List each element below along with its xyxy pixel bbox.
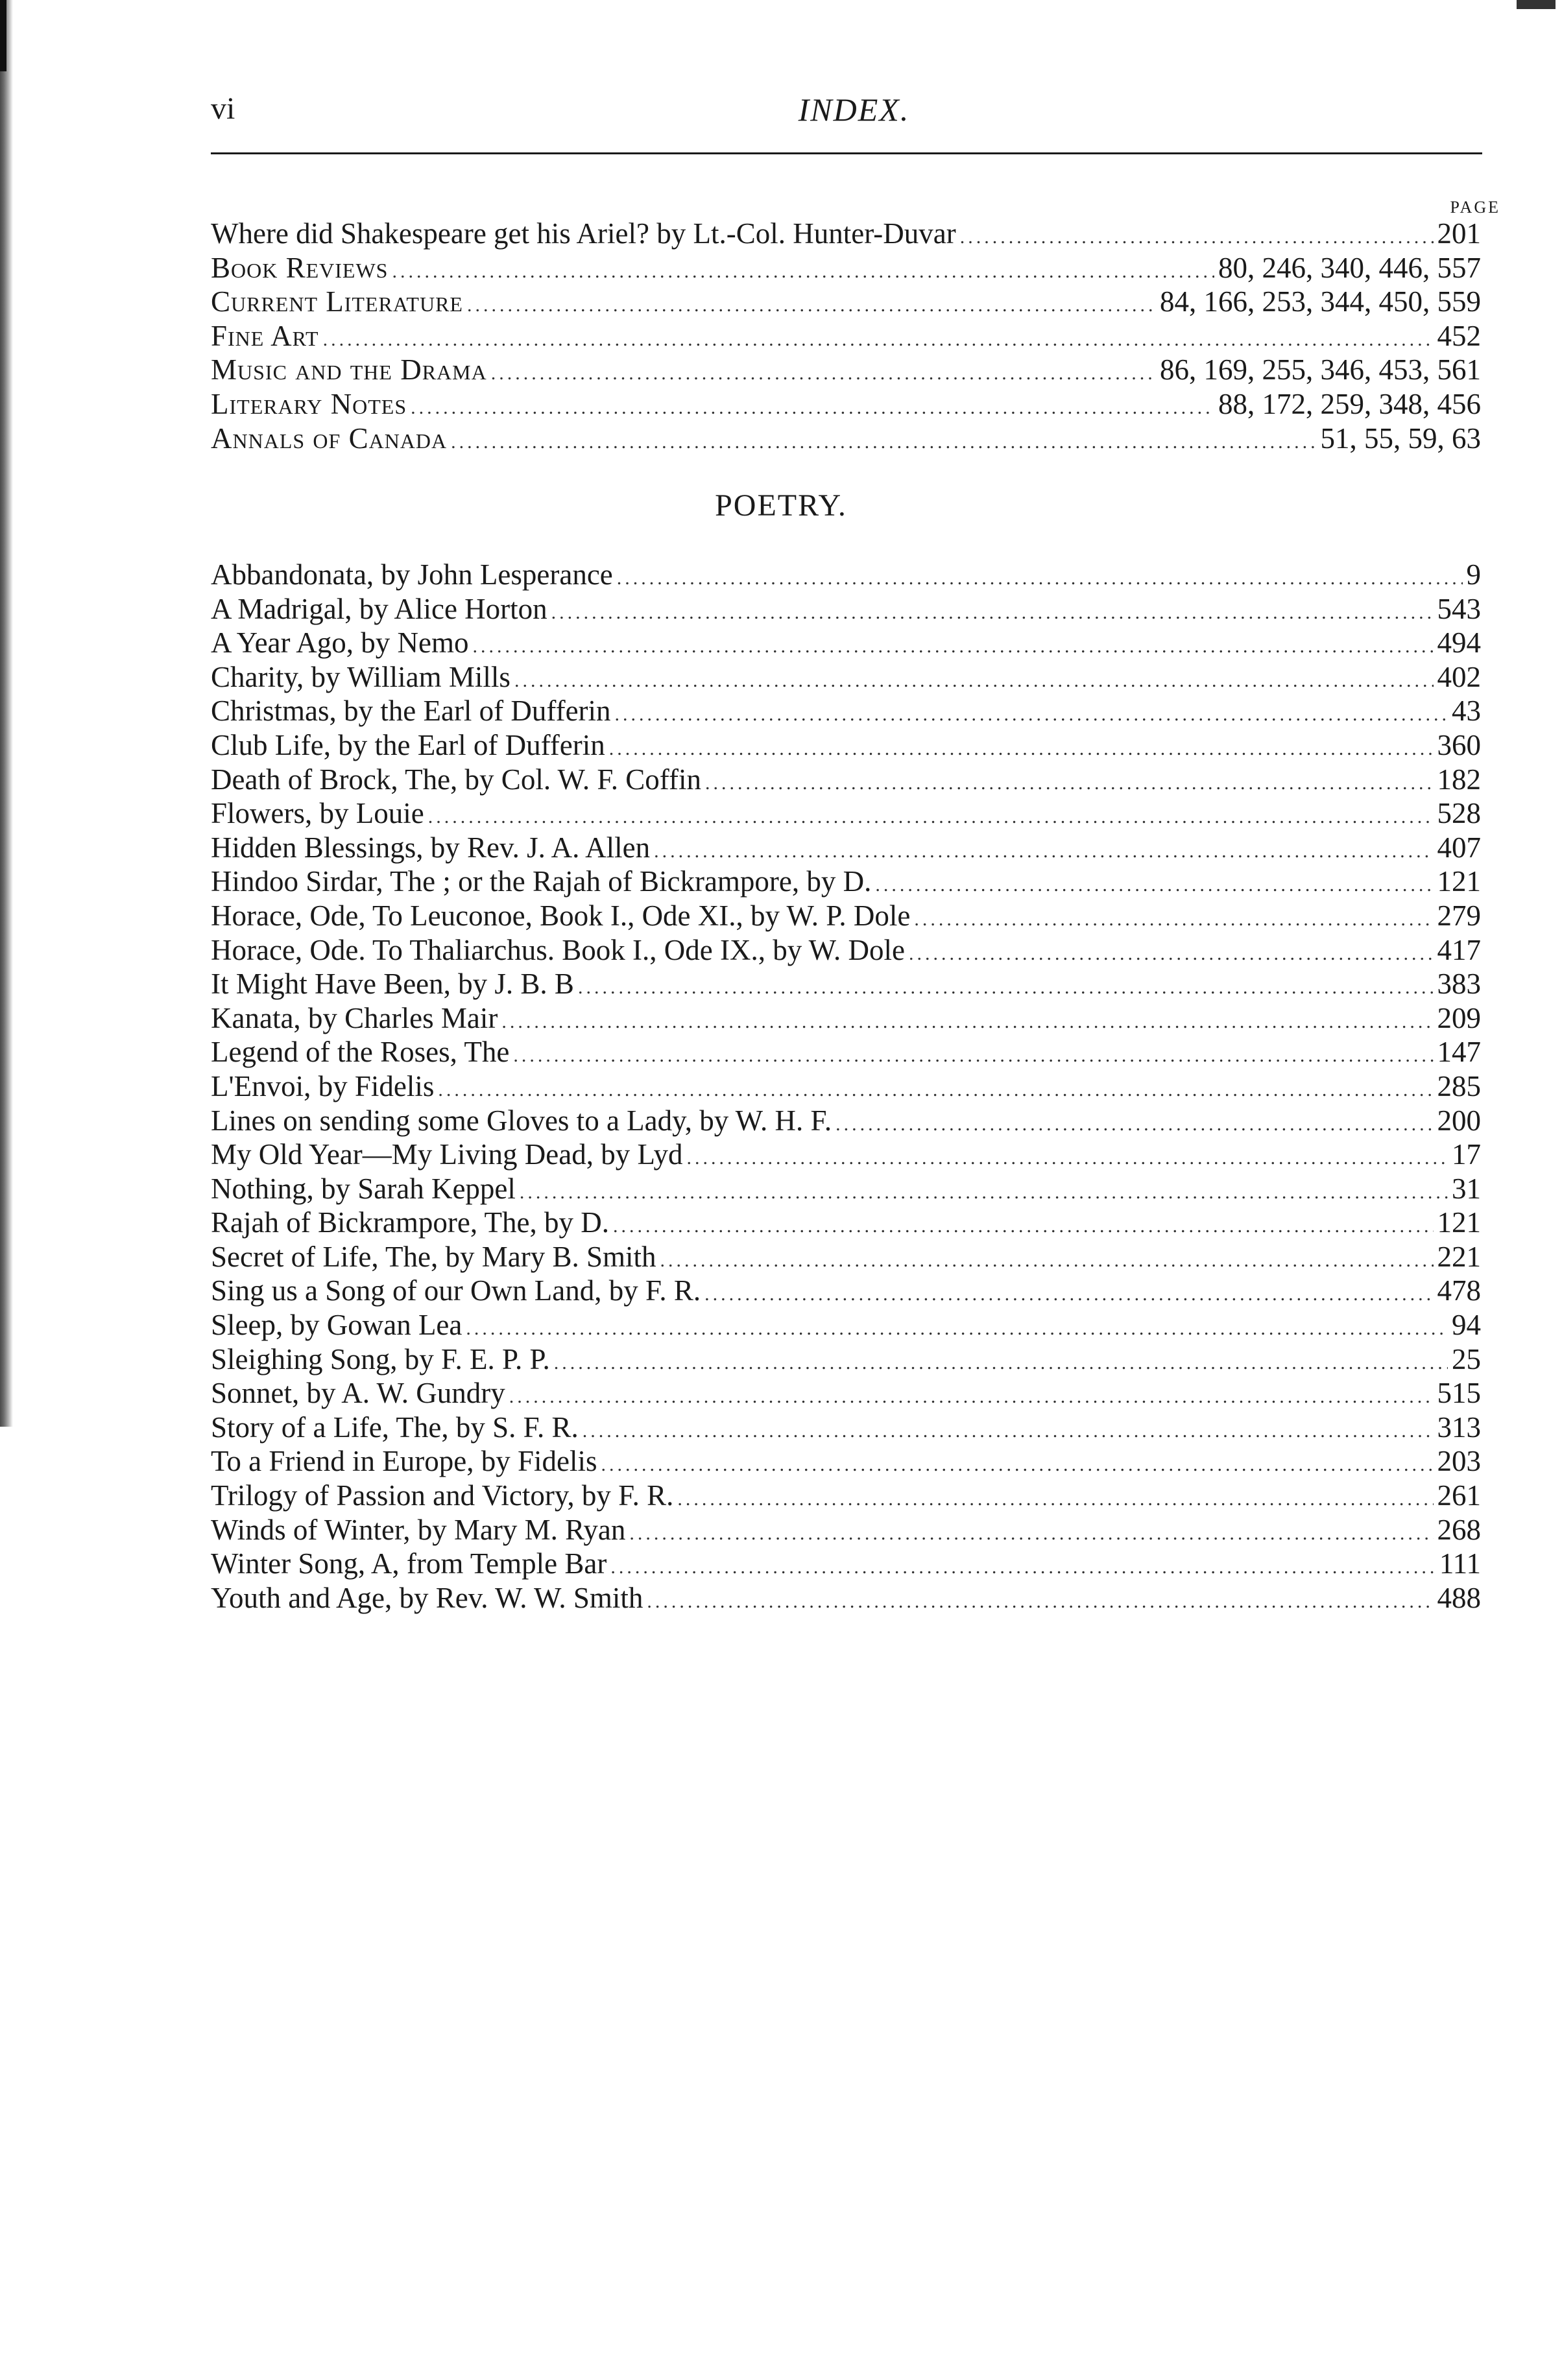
entry-pages: 203 <box>1437 1445 1481 1478</box>
index-entry <box>211 1137 1481 1172</box>
entry-title: Sonnet, by A. W. Gundry <box>211 1377 505 1410</box>
leader-dots <box>578 971 1434 1001</box>
index-entry <box>211 967 1481 1001</box>
index-entry <box>211 899 1481 933</box>
entry-pages: 25 <box>1452 1342 1481 1375</box>
entry-pages: 402 <box>1437 660 1481 693</box>
entry-title: Charity, by William Mills <box>211 660 511 693</box>
entry-title: Abbandonata, by John Lesperance <box>211 558 613 591</box>
entry-title: It Might Have Been, by J. B. B <box>211 968 574 1001</box>
index-entry <box>211 558 1481 592</box>
entry-title: Sleep, by Gowan Lea <box>211 1309 463 1342</box>
leader-dots <box>914 903 1433 933</box>
leader-dots <box>705 767 1434 797</box>
entry-pages: 285 <box>1437 1069 1481 1102</box>
entry-pages: 121 <box>1437 865 1481 898</box>
leader-dots <box>428 800 1434 831</box>
leader-dots <box>601 1448 1434 1479</box>
entry-pages: 488 <box>1437 1581 1481 1614</box>
leader-dots <box>686 1141 1448 1172</box>
entry-pages: 452 <box>1437 319 1481 352</box>
index-entry <box>211 1104 1481 1138</box>
index-entry <box>211 387 1481 422</box>
index-entry <box>211 1069 1481 1104</box>
leader-dots <box>677 1482 1433 1513</box>
scan-corner-mark <box>1517 0 1556 9</box>
entry-pages: 111 <box>1439 1547 1481 1580</box>
entry-pages: 417 <box>1437 933 1481 966</box>
running-head <box>211 91 1497 136</box>
index-entry <box>211 1547 1481 1581</box>
entry-title: Christmas, by the Earl of Dufferin <box>211 695 611 728</box>
entry-title: Hindoo Sirdar, The ; or the Rajah of Bickrampore, by D. <box>211 865 872 898</box>
leader-dots <box>654 835 1433 865</box>
leader-dots <box>660 1244 1434 1274</box>
entry-pages: 88, 172, 259, 348, 456 <box>1218 387 1481 420</box>
entry-title: My Old Year—My Living Dead, by Lyd <box>211 1138 683 1171</box>
index-entry <box>211 1035 1481 1069</box>
entry-title: A Madrigal, by Alice Horton <box>211 592 547 625</box>
leader-dots <box>467 289 1156 319</box>
entry-title: Kanata, by Charles Mair <box>211 1001 498 1034</box>
entry-pages: 94 <box>1452 1309 1481 1342</box>
page-number: vi <box>211 91 235 126</box>
index-entry <box>211 353 1481 387</box>
index-entry <box>211 1172 1481 1206</box>
entry-pages: 182 <box>1437 763 1481 796</box>
prose-index-list <box>211 217 1481 455</box>
leader-dots <box>835 1108 1433 1138</box>
entry-title: Annals of Canada <box>211 422 448 455</box>
entry-pages: 407 <box>1437 831 1481 864</box>
entry-pages: 543 <box>1437 592 1481 625</box>
leader-dots <box>411 391 1214 422</box>
entry-pages: 17 <box>1452 1138 1481 1171</box>
index-entry <box>211 1274 1481 1308</box>
entry-title: Club Life, by the Earl of Dufferin <box>211 728 605 761</box>
index-entry <box>211 796 1481 831</box>
leader-dots <box>554 1346 1448 1377</box>
entry-pages: 383 <box>1437 968 1481 1001</box>
index-entry <box>211 933 1481 968</box>
leader-dots <box>613 1209 1433 1240</box>
index-entry <box>211 1410 1481 1445</box>
index-entry <box>211 1513 1481 1547</box>
entry-title: Secret of Life, The, by Mary B. Smith <box>211 1240 656 1273</box>
index-entry <box>211 592 1481 626</box>
entry-title: Book Reviews <box>211 251 389 284</box>
index-entry <box>211 831 1481 865</box>
entry-pages: 478 <box>1437 1274 1481 1307</box>
leader-dots <box>551 596 1434 626</box>
leader-dots <box>514 664 1434 695</box>
leader-dots <box>704 1278 1433 1308</box>
entry-title: Literary Notes <box>211 387 407 420</box>
entry-title: Fine Art <box>211 319 319 352</box>
entry-title: Death of Brock, The, by Col. W. F. Coffin <box>211 763 701 796</box>
leader-dots <box>466 1312 1448 1342</box>
index-entry <box>211 1342 1481 1377</box>
entry-title: Where did Shakespeare get his Ariel? by Lt.-Col. Hunter-Duvar <box>211 217 956 250</box>
entry-title: Rajah of Bickrampore, The, by D. <box>211 1206 610 1239</box>
entry-title: To a Friend in Europe, by Fidelis <box>211 1445 597 1478</box>
index-entry <box>211 694 1481 728</box>
leader-dots <box>629 1517 1433 1547</box>
entry-pages: 43 <box>1452 695 1481 728</box>
entry-pages: 279 <box>1437 899 1481 932</box>
leader-dots <box>909 937 1434 968</box>
entry-title: Legend of the Roses, The <box>211 1036 510 1069</box>
leader-dots <box>501 1005 1433 1036</box>
binding-edge <box>0 0 6 71</box>
leader-dots <box>960 220 1434 251</box>
entry-title: Winter Song, A, from Temple Bar <box>211 1547 607 1580</box>
leader-dots <box>451 425 1316 456</box>
index-entry <box>211 1240 1481 1274</box>
index-entry <box>211 1581 1481 1615</box>
leader-dots <box>513 1039 1433 1069</box>
entry-title: Winds of Winter, by Mary M. Ryan <box>211 1513 626 1546</box>
page-column-label: PAGE <box>1450 198 1500 217</box>
index-entry <box>211 763 1481 797</box>
entry-pages: 31 <box>1452 1172 1481 1205</box>
entry-title: Current Literature <box>211 285 463 318</box>
index-entry <box>211 1001 1481 1036</box>
index-entry <box>211 660 1481 695</box>
entry-title: Story of a Life, The, by S. F. R. <box>211 1410 579 1444</box>
entry-pages: 528 <box>1437 797 1481 830</box>
leader-dots <box>438 1073 1433 1104</box>
leader-dots <box>875 868 1433 899</box>
entry-title: Horace, Ode. To Thaliarchus. Book I., Ode IX., by W. Dole <box>211 933 905 966</box>
entry-title: Sleighing Song, by F. E. P. P. <box>211 1342 550 1375</box>
entry-pages: 209 <box>1437 1001 1481 1034</box>
index-entry <box>211 864 1481 899</box>
leader-dots <box>610 1551 1435 1581</box>
entry-pages: 200 <box>1437 1104 1481 1137</box>
leader-dots <box>609 732 1434 763</box>
running-title: INDEX. <box>798 91 910 128</box>
entry-pages: 313 <box>1437 1410 1481 1444</box>
entry-pages: 515 <box>1437 1377 1481 1410</box>
entry-pages: 80, 246, 340, 446, 557 <box>1218 251 1481 284</box>
entry-title: Flowers, by Louie <box>211 797 424 830</box>
leader-dots <box>473 630 1434 660</box>
entry-title: Sing us a Song of our Own Land, by F. R. <box>211 1274 701 1307</box>
entry-title: Lines on sending some Gloves to a Lady, by W. H. F. <box>211 1104 832 1137</box>
poetry-heading: POETRY. <box>715 488 847 523</box>
index-entry <box>211 251 1481 285</box>
entry-pages: 201 <box>1437 217 1481 250</box>
entry-title: Nothing, by Sarah Keppel <box>211 1172 516 1205</box>
entry-pages: 84, 166, 253, 344, 450, 559 <box>1160 285 1481 318</box>
index-entry <box>211 1376 1481 1410</box>
entry-pages: 221 <box>1437 1240 1481 1273</box>
leader-dots <box>617 562 1463 592</box>
header-rule <box>211 152 1482 154</box>
entry-title: Trilogy of Passion and Victory, by F. R. <box>211 1479 674 1512</box>
entry-pages: 268 <box>1437 1513 1481 1546</box>
index-entry <box>211 217 1481 251</box>
leader-dots <box>520 1176 1448 1206</box>
index-entry <box>211 626 1481 660</box>
index-entry <box>211 1479 1481 1513</box>
entry-pages: 51, 55, 59, 63 <box>1320 422 1481 455</box>
leader-dots <box>509 1380 1434 1410</box>
entry-pages: 121 <box>1437 1206 1481 1239</box>
entry-pages: 9 <box>1466 558 1481 591</box>
binding-shadow <box>0 0 13 1427</box>
entry-title: Horace, Ode, To Leuconoe, Book I., Ode XI., by W. P. Dole <box>211 899 911 932</box>
entry-pages: 494 <box>1437 626 1481 660</box>
entry-pages: 86, 169, 255, 346, 453, 561 <box>1160 353 1481 387</box>
index-entry <box>211 728 1481 763</box>
leader-dots <box>647 1585 1433 1615</box>
index-entry <box>211 422 1481 456</box>
entry-title: A Year Ago, by Nemo <box>211 626 469 660</box>
leader-dots <box>491 357 1156 387</box>
leader-dots <box>323 323 1434 353</box>
entry-title: Hidden Blessings, by Rev. J. A. Allen <box>211 831 651 864</box>
leader-dots <box>392 255 1214 285</box>
entry-title: Music and the Drama <box>211 353 487 387</box>
index-entry <box>211 285 1481 319</box>
entry-pages: 360 <box>1437 728 1481 761</box>
entry-pages: 147 <box>1437 1036 1481 1069</box>
entry-title: Youth and Age, by Rev. W. W. Smith <box>211 1581 643 1614</box>
index-entry <box>211 1206 1481 1240</box>
leader-dots <box>615 698 1448 728</box>
entry-pages: 261 <box>1437 1479 1481 1512</box>
index-entry <box>211 319 1481 353</box>
poetry-index-list <box>211 558 1481 1615</box>
leader-dots <box>583 1414 1434 1445</box>
index-entry <box>211 1308 1481 1342</box>
entry-title: L'Envoi, by Fidelis <box>211 1069 435 1102</box>
index-entry <box>211 1444 1481 1479</box>
